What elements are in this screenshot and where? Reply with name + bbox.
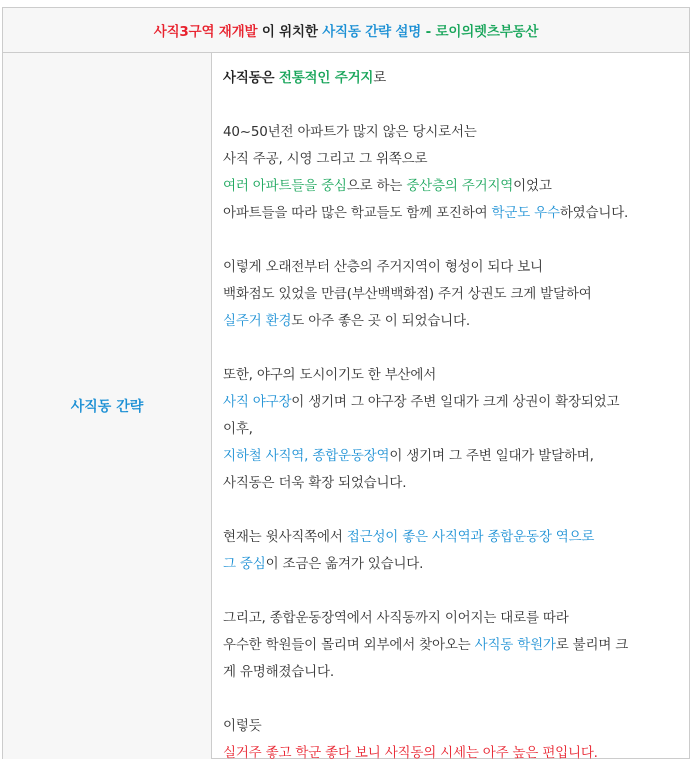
plain-text: 이 조금은 옮겨가 있습니다. [265, 556, 424, 572]
plain-text: 로 불리며 크 [555, 637, 629, 653]
table-title [3, 8, 689, 53]
plain-text: 이 생기며 그 주변 일대가 발달하며, [389, 448, 594, 464]
highlight-text: 여러 아파트들을 중심 [223, 178, 347, 194]
paragraph-line [223, 524, 679, 551]
paragraph-line [223, 173, 679, 200]
paragraph-spacer [223, 578, 679, 605]
title-highlight-topic: 사직동 간략 설명 [322, 24, 422, 40]
highlight-text: 학군도 우수 [491, 205, 560, 221]
paragraph-spacer [223, 227, 679, 254]
plain-text: 하였습니다. [559, 205, 629, 221]
paragraph-line: 사직 주공, 시영 그리고 그 위쪽으로 [223, 151, 428, 167]
highlight-text: 사직 야구장 [223, 394, 292, 410]
paragraph-line: 게 유명해졌습니다. [223, 664, 334, 680]
paragraph-spacer [223, 335, 679, 362]
paragraph-spacer [223, 686, 679, 713]
paragraph-line: 사직동은 더욱 확장 되었습니다. [223, 475, 407, 491]
paragraph-line [223, 551, 679, 578]
plain-text: 현재는 윗사직쪽에서 [223, 529, 347, 545]
highlight-text: 접근성이 좋은 사직역과 종합운동장 역으로 [346, 529, 595, 545]
info-table [2, 7, 690, 759]
description-cell [212, 53, 689, 759]
conclusion-line: 실거주 좋고 학군 좋다 보니 사직동의 시세는 아주 높은 편입니다. [223, 745, 598, 761]
heading-highlight: 전통적인 주거지 [278, 70, 374, 86]
paragraph-line: 백화점도 있었을 만큼(부산백백화점) 주거 상권도 크게 발달하여 [223, 286, 592, 302]
heading-line [223, 65, 679, 92]
heading-text: 사직동은 [223, 70, 279, 86]
plain-text: 아파트들을 따라 많은 학교들도 함께 포진하여 [223, 205, 492, 221]
paragraph-line: 이후, [223, 421, 253, 437]
row-header-label: 사직동 간략 [3, 53, 212, 759]
highlight-text: 사직동 학원가 [474, 637, 556, 653]
paragraph-line [223, 308, 679, 335]
highlight-text: 그 중심 [223, 556, 266, 572]
highlight-text: 중산층의 주거지역 [406, 178, 514, 194]
paragraph-line: 이렇게 오래전부터 산층의 주거지역이 형성이 되다 보니 [223, 259, 543, 275]
title-source: - 로이의렛츠부동산 [421, 24, 539, 40]
paragraph-line [223, 443, 679, 470]
paragraph-line: 또한, 야구의 도시이기도 한 부산에서 [223, 367, 437, 383]
paragraph-line [223, 632, 679, 659]
paragraph-line: 40~50년전 아파트가 많지 않은 당시로서는 [223, 124, 477, 140]
title-highlight-redevelopment: 사직3구역 재개발 [153, 24, 258, 40]
paragraph-line: 이렇듯 [223, 718, 262, 734]
heading-suffix: 로 [373, 70, 387, 86]
plain-text: 으로 하는 [346, 178, 407, 194]
table-row [3, 53, 689, 759]
highlight-text: 지하철 사직역, 종합운동장역 [223, 448, 390, 464]
plain-text: 우수한 학원들이 몰리며 외부에서 찾아오는 [223, 637, 475, 653]
title-connector: 이 위치한 [257, 24, 323, 40]
highlight-text: 실주거 환경 [223, 313, 292, 329]
plain-text: 이 생기며 그 야구장 주변 일대가 크게 상권이 확장되었고 [291, 394, 620, 410]
paragraph-line: 그리고, 종합운동장역에서 사직동까지 이어지는 대로를 따라 [223, 610, 569, 626]
plain-text: 도 아주 좋은 곳 이 되었습니다. [291, 313, 470, 329]
plain-text: 이었고 [513, 178, 552, 194]
paragraph-spacer [223, 497, 679, 524]
paragraph-line [223, 200, 679, 227]
paragraph-spacer [223, 92, 679, 119]
paragraph-line [223, 389, 679, 416]
